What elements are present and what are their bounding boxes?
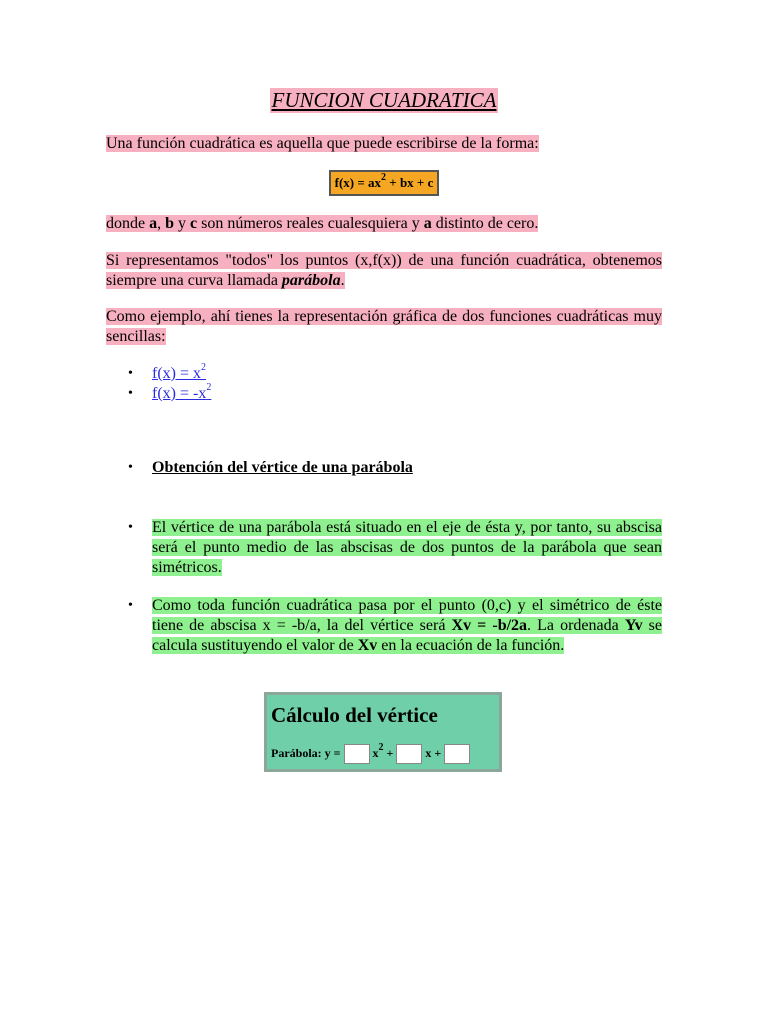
- text-fragment: .: [340, 272, 345, 289]
- x-exponent: 2: [378, 742, 384, 753]
- x-squared-term: [372, 742, 384, 760]
- calculator-title: Cálculo del vértice: [271, 703, 438, 727]
- text-fragment: y: [174, 215, 191, 232]
- x-term: x +: [425, 746, 445, 760]
- text-fragment: distinto de cero.: [431, 215, 539, 232]
- list-item: [152, 458, 662, 478]
- formula-container: [106, 170, 662, 196]
- coef-a: a: [149, 215, 158, 232]
- intro-paragraph: [106, 134, 662, 154]
- intro-text: Una función cuadrática es aquella que puede escribirse de la forma:: [106, 135, 539, 152]
- vertex-explanation-2: [152, 597, 662, 654]
- vertex-explanation-1: El vértice de una parábola está situado en el eje de ésta y, por tanto, su abscisa será el punto medio de las abscisas de dos puntos de la parábola que sean simétricos.: [152, 519, 662, 576]
- calculator-equation-row: [271, 741, 470, 765]
- coef-b: b: [165, 215, 175, 232]
- example-paragraph: [106, 307, 662, 347]
- xv-term: Xv: [357, 637, 378, 654]
- link-text: f(x) = -x: [152, 385, 207, 402]
- vertex-calculator: [264, 692, 502, 772]
- bullet-icon: [128, 384, 136, 404]
- page-title: FUNCION CUADRATICA: [271, 88, 497, 112]
- example-text: Como ejemplo, ahí tienes la representación gráfica de dos funciones cuadráticas muy sencillas:: [106, 308, 662, 345]
- coefficient-c-input[interactable]: [444, 744, 470, 764]
- text-fragment: Como toda función cuadrática pasa por el punto (0,c) y el simétrico de éste tiene de abscisa x = -b/a, la del vértice será: [152, 597, 662, 634]
- list-item: [152, 361, 662, 384]
- title-container: [106, 88, 662, 113]
- parabola-text: [106, 252, 662, 289]
- text-fragment: son números reales cualesquiera y: [197, 215, 424, 232]
- formula-part2: + bx + c: [386, 175, 434, 190]
- formula-exponent: 2: [381, 171, 387, 183]
- coef-a-nonzero: a: [423, 215, 432, 232]
- coefficients-paragraph: [106, 214, 662, 234]
- bullet-icon: [128, 596, 136, 616]
- coefficient-b-input[interactable]: [396, 744, 422, 764]
- link-text: f(x) = x: [152, 365, 202, 382]
- plus-sign: +: [383, 746, 397, 760]
- text-fragment: donde: [106, 215, 150, 232]
- bullet-icon: [128, 518, 136, 538]
- parabola-paragraph: [106, 251, 662, 291]
- link-exponent: 2: [201, 361, 207, 373]
- formula-part1: f(x) = ax: [334, 175, 382, 190]
- coefficient-a-input[interactable]: [344, 744, 370, 764]
- coef-c: c: [190, 215, 198, 232]
- formula-box: [329, 170, 440, 196]
- link-f-minus-x-squared[interactable]: [152, 381, 212, 402]
- yv-term: Yv: [624, 617, 643, 634]
- list-item: [152, 596, 662, 656]
- link-f-x-squared[interactable]: [152, 361, 207, 382]
- coefficients-text: [106, 215, 538, 232]
- text-fragment: ,: [157, 215, 166, 232]
- text-fragment: se calcula sustituyendo el valor de: [152, 617, 663, 654]
- text-fragment: Si representamos "todos" los puntos (x,f(x)) de una función cuadrática, obtenemos siempre una curva llamada: [106, 252, 662, 289]
- section-heading: Obtención del vértice de una parábola: [152, 459, 413, 476]
- bullet-icon: [128, 364, 136, 384]
- x-symbol: x: [372, 746, 379, 760]
- text-fragment: . La ordenada: [527, 617, 625, 634]
- xv-formula: Xv = -b/2a: [451, 617, 528, 634]
- parabola-term: parábola: [281, 272, 341, 289]
- list-item: [152, 381, 662, 404]
- list-item: [152, 518, 662, 578]
- bullet-icon: [128, 458, 136, 478]
- link-exponent: 2: [206, 381, 212, 393]
- text-fragment: en la ecuación de la función.: [377, 637, 565, 654]
- equation-label: Parábola: y =: [271, 746, 344, 760]
